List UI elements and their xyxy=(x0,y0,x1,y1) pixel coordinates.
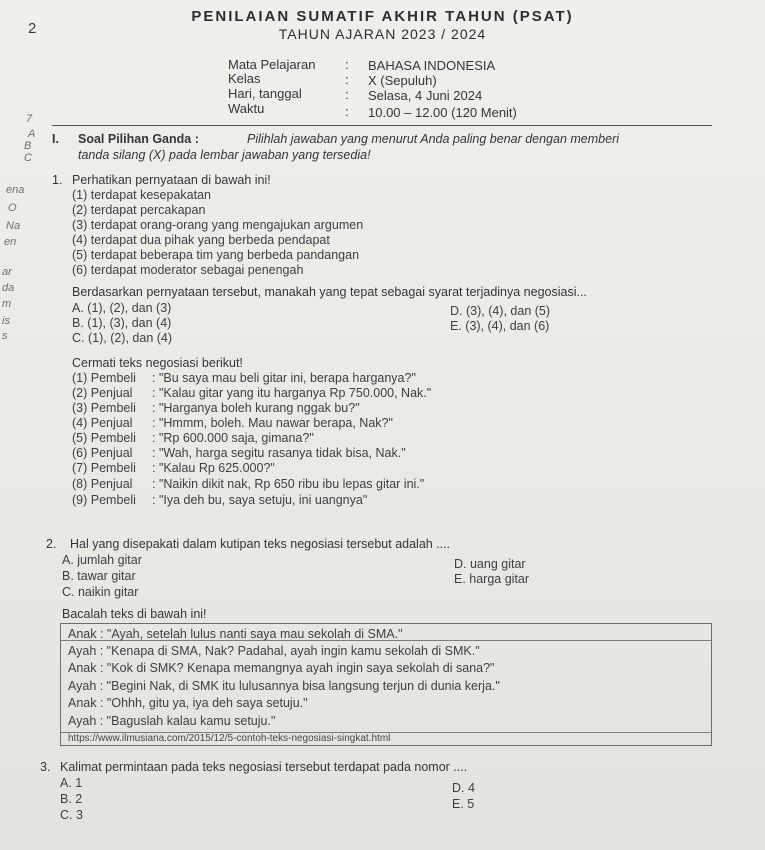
statement-item: (5) terdapat beberapa tim yang berbeda pandangan xyxy=(72,248,360,262)
margin-note: s xyxy=(2,330,8,342)
margin-note: ar xyxy=(2,266,12,278)
dialog-text: : "Rp 600.000 saja, gimana?" xyxy=(152,431,314,445)
dialog-line: Anak : "Ohhh, gitu ya, iya deh saya setuju." xyxy=(68,696,308,710)
academic-year: TAHUN AJARAN 2023 / 2024 xyxy=(278,26,487,42)
dialog-intro: Cermati teks negosiasi berikut! xyxy=(72,356,243,370)
dialog-line: Ayah : "Baguslah kalau kamu setuju." xyxy=(68,714,276,728)
margin-note: 7 xyxy=(26,113,33,125)
question-number: 1. xyxy=(52,173,63,187)
meta-value-subject: BAHASA INDONESIA xyxy=(368,58,496,73)
margin-note: C xyxy=(24,152,32,164)
dialog-line: Anak : "Kok di SMK? Kenapa memangnya ayah ingin saya sekolah di sana?" xyxy=(68,661,495,675)
dialog-speaker: (9) Pembeli xyxy=(72,493,136,507)
meta-label-time: Waktu xyxy=(228,101,265,116)
section-title: Soal Pilihan Ganda : xyxy=(78,132,199,146)
dialog-speaker: (1) Pembeli xyxy=(72,371,136,385)
option-d: D. (3), (4), dan (5) xyxy=(450,304,551,318)
dialog-speaker: (5) Pembeli xyxy=(72,431,136,445)
dialog-text: : "Bu saya mau beli gitar ini, berapa harganya?" xyxy=(152,371,416,385)
dialog-line: Anak : "Ayah, setelah lulus nanti saya mau sekolah di SMA." xyxy=(68,627,403,641)
dialog-text: : "Kalau Rp 625.000?" xyxy=(152,461,275,475)
option-a: A. 1 xyxy=(60,776,83,790)
option-a: A. jumlah gitar xyxy=(62,553,142,567)
header-divider xyxy=(52,125,712,126)
meta-label-day: Hari, tanggal xyxy=(228,86,302,101)
margin-note: ena xyxy=(6,184,25,196)
dialog-line: Ayah : "Kenapa di SMA, Nak? Padahal, ayah ingin kamu sekolah di SMK." xyxy=(68,644,480,658)
meta-colon: : xyxy=(345,87,349,102)
dialog-speaker: (8) Penjual xyxy=(72,477,133,491)
dialog-text: : "Wah, harga segitu rasanya tidak bisa, Nak." xyxy=(152,446,406,460)
margin-note: Na xyxy=(6,220,21,232)
statement-item: (1) terdapat kesepakatan xyxy=(72,188,211,202)
question-text: Kalimat permintaan pada teks negosiasi tersebut terdapat pada nomor .... xyxy=(60,760,468,774)
page-number: 2 xyxy=(28,20,37,37)
dialog-text: : "Naikin dikit nak, Rp 650 ribu ibu lepas gitar ini." xyxy=(152,477,425,491)
margin-note: O xyxy=(8,202,17,214)
option-c: C. (1), (2), dan (4) xyxy=(72,331,173,345)
meta-colon: : xyxy=(345,57,349,72)
statement-item: (2) terdapat percakapan xyxy=(72,203,206,217)
dialog-line: Ayah : "Begini Nak, di SMK itu lulusannya bisa langsung terjun di dunia kerja." xyxy=(68,679,500,693)
meta-label-class: Kelas xyxy=(228,71,261,86)
statement-item: (6) terdapat moderator sebagai penengah xyxy=(72,263,304,277)
dialog-speaker: (4) Penjual xyxy=(72,416,133,430)
option-e: E. 5 xyxy=(452,797,475,811)
option-e: E. (3), (4), dan (6) xyxy=(450,319,550,333)
question-text: Perhatikan pernyataan di bawah ini! xyxy=(72,173,271,187)
dialog-speaker: (2) Penjual xyxy=(72,386,133,400)
section-number: I. xyxy=(52,132,59,146)
section-instruction: Pilihlah jawaban yang menurut Anda paling benar dengan memberi xyxy=(247,132,620,146)
dialog-speaker: (7) Pembeli xyxy=(72,461,136,475)
meta-value-class: X (Sepuluh) xyxy=(368,73,437,88)
option-a: A. (1), (2), dan (3) xyxy=(72,301,172,315)
meta-value-day: Selasa, 4 Juni 2024 xyxy=(368,88,483,103)
dialog-text: : "Harganya boleh kurang nggak bu?" xyxy=(152,401,360,415)
exam-title: PENILAIAN SUMATIF AKHIR TAHUN (PSAT) xyxy=(191,8,574,25)
question-text: Hal yang disepakati dalam kutipan teks negosiasi tersebut adalah .... xyxy=(70,537,451,551)
meta-value-time: 10.00 – 12.00 (120 Menit) xyxy=(368,105,517,120)
source-link: https://www.ilmusiana.com/2015/12/5-contoh-teks-negosiasi-singkat.html xyxy=(68,733,391,744)
question-number: 3. xyxy=(40,760,51,774)
dialog-speaker: (6) Penjual xyxy=(72,446,133,460)
dialog-speaker: (3) Pembeli xyxy=(72,401,136,415)
margin-note: en xyxy=(4,236,17,248)
option-c: C. 3 xyxy=(60,808,83,822)
option-c: C. naikin gitar xyxy=(62,585,139,599)
question-prompt: Berdasarkan pernyataan tersebut, manakah yang tepat sebagai syarat terjadinya negosiasi... xyxy=(72,285,587,299)
question-number: 2. xyxy=(46,537,57,551)
dialog-text: : "Kalau gitar yang itu harganya Rp 750.000, Nak." xyxy=(152,386,432,400)
dialog-text: : "Iya deh bu, saya setuju, ini uangnya" xyxy=(152,493,368,507)
option-e: E. harga gitar xyxy=(454,572,530,586)
meta-colon: : xyxy=(345,72,349,87)
meta-label-subject: Mata Pelajaran xyxy=(228,57,316,72)
option-b: B. (1), (3), dan (4) xyxy=(72,316,172,330)
section-instruction: tanda silang (X) pada lembar jawaban yang tersedia! xyxy=(78,148,371,162)
margin-note: m xyxy=(2,298,12,310)
margin-note: B xyxy=(24,140,32,152)
statement-item: (4) terdapat dua pihak yang berbeda pendapat xyxy=(72,233,330,247)
margin-note: is xyxy=(2,315,10,327)
option-d: D. 4 xyxy=(452,781,475,795)
margin-note: da xyxy=(2,282,15,294)
margin-note: A xyxy=(28,128,36,140)
option-b: B. 2 xyxy=(60,792,83,806)
option-b: B. tawar gitar xyxy=(62,569,136,583)
statement-item: (3) terdapat orang-orang yang mengajukan argumen xyxy=(72,218,364,232)
meta-colon: : xyxy=(345,104,349,119)
dialog-intro: Bacalah teks di bawah ini! xyxy=(62,607,207,621)
dialog-text: : "Hmmm, boleh. Mau nawar berapa, Nak?" xyxy=(152,416,393,430)
option-d: D. uang gitar xyxy=(454,557,526,571)
